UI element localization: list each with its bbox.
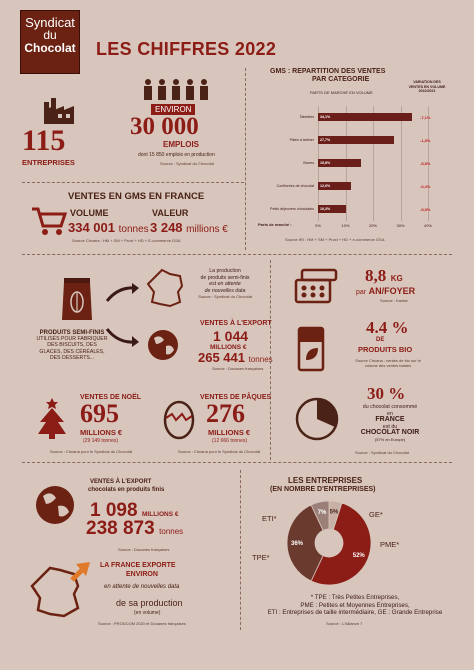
chart-area xyxy=(254,96,464,236)
chart-category-label: Barres xyxy=(303,161,314,165)
noir-value: 30 % xyxy=(367,384,406,403)
chart-source: Source IRI : HM + SM + Proxi + HD + e-commerce GSA xyxy=(285,237,385,242)
export2-unit: MILLIONS € xyxy=(142,511,179,518)
chart-variation-label: -0,4% xyxy=(420,184,431,189)
chart-tick-label: 30% xyxy=(396,223,405,228)
arrow-icon xyxy=(104,282,140,304)
export-unit: MILLIONS € xyxy=(210,344,247,351)
chart-value-label: 10,3% xyxy=(320,207,331,211)
pie-label-eti: ETI* xyxy=(262,514,277,523)
chart-category-label: Pâtes à tartiner xyxy=(289,138,314,142)
emplois-label: EMPLOIS xyxy=(163,140,200,149)
ventes-gms-title: VENTES EN GMS EN FRANCE xyxy=(68,191,205,202)
chart-value-label: 12,0% xyxy=(320,184,331,188)
christmas-tree-icon xyxy=(34,396,70,440)
conso-value: 8,8 xyxy=(365,266,387,285)
export2-t1: VENTES À L'EXPORT xyxy=(90,479,152,485)
entreprises-pie-title1: LES ENTREPRISES xyxy=(288,476,363,485)
workers-icon xyxy=(140,78,212,102)
cart-icon xyxy=(30,206,68,236)
emplois-detail: dont 15 850 emplois en production xyxy=(138,152,215,158)
france-exporte-l2: de sa production xyxy=(116,598,183,608)
pie-label-tpe: TPE* xyxy=(252,553,270,562)
semi-finis-l2: DES BISCUITS, DES xyxy=(47,342,97,349)
production-line1: La production xyxy=(209,268,241,274)
legend-line3: ETI : Entreprises de taille intermédiaire, GE : Grande Entreprise xyxy=(267,609,443,616)
production-text xyxy=(190,268,260,301)
bio-source: Source Circana : ventes de bio sur le volume des ventes totales xyxy=(355,358,421,368)
chart-tick-label: 20% xyxy=(368,223,377,228)
export2-tonnes-unit: tonnes xyxy=(159,527,184,536)
ventes-gms-vol-label: VOLUME xyxy=(70,208,109,218)
ventes-gms-vol-value: 334 001 xyxy=(68,220,115,235)
chart-gridline xyxy=(401,106,402,221)
ventes-gms-vol-unit: tonnes xyxy=(118,224,149,235)
paques-unit: MILLIONS € xyxy=(208,428,251,437)
pie-label-pme: PME* xyxy=(380,540,400,549)
chart-category-label: Confiseries de chocolat xyxy=(276,184,314,188)
pie-value-label: 36% xyxy=(290,541,304,547)
paques-source: Source : Circana pour le Syndicat du Chocolat xyxy=(178,449,261,454)
noir-text xyxy=(340,404,440,443)
pie-chart-icon xyxy=(294,396,340,442)
ventes-gms-val-value: 3 248 xyxy=(150,220,183,235)
ventes-gms-vol xyxy=(68,220,149,235)
export2-source: Source : Douanes françaises xyxy=(118,547,170,552)
entreprises-pie-title2: (EN NOMBRE D'ENTREPRISES) xyxy=(270,486,376,493)
noel-title: VENTES DE NOËL xyxy=(80,394,142,401)
conso-par: par xyxy=(356,289,367,296)
chart-category-label: Tablettes xyxy=(299,115,314,119)
bio-label: PRODUITS BIO xyxy=(358,345,413,354)
export2-line2 xyxy=(86,518,183,540)
chart-value-label: 27,7% xyxy=(320,138,331,142)
chart-title-line1: GMS : REPARTITION DES VENTES xyxy=(270,68,386,75)
pie-label-ge: GE* xyxy=(369,510,383,519)
ventes-gms-val-unit: millions € xyxy=(186,224,228,235)
noel-tonnes: (29 149 tonnes) xyxy=(83,438,119,444)
paques-tonnes: (12 666 tonnes) xyxy=(212,438,248,444)
entreprises-pie-chart xyxy=(284,498,374,588)
france-exporte-source: Source : PRODCOM 2020 et Douanes françaises xyxy=(98,621,186,626)
france-exporte-l1: en attente de nouvelles data xyxy=(104,584,180,590)
paques-title: VENTES DE PÂQUES xyxy=(200,394,272,401)
entreprises-number: 115 xyxy=(22,124,66,157)
chart-axis-label: Parts de marché : xyxy=(258,222,292,227)
export-tonnes xyxy=(198,350,273,365)
factory-icon xyxy=(40,96,82,124)
chart-variation-label: -1,8% xyxy=(420,138,431,143)
production-line3: est en attente xyxy=(209,281,241,287)
conso-source: Source : Kantar xyxy=(380,298,408,303)
conso-line xyxy=(356,286,415,296)
logo-line1: Syndicat xyxy=(25,15,75,30)
easter-egg-icon xyxy=(162,398,196,440)
noir-source: Source : Syndicat du Chocolat xyxy=(355,450,409,455)
semi-finis-title: PRODUITS SEMI-FINIS xyxy=(39,330,105,336)
noir-l5: CHOCOLAT NOIR xyxy=(360,429,420,436)
logo xyxy=(20,10,80,74)
export-tonnes-value: 265 441 xyxy=(198,350,245,365)
chocolate-box-icon xyxy=(294,268,338,304)
pie-value-label: 7% xyxy=(317,509,327,516)
export-title: VENTES À L'EXPORT xyxy=(200,320,272,327)
semi-finis xyxy=(28,330,116,361)
noel-unit: MILLIONS € xyxy=(80,428,123,437)
ventes-gms-source: Source Circana : HM + SM + Proxi + HD + E-commerce GSA xyxy=(72,238,181,243)
entreprises-legend xyxy=(250,594,460,617)
ventes-gms-val-label: VALEUR xyxy=(152,208,189,218)
chart-tick-label: 0% xyxy=(315,223,321,228)
chart-tick-label: 10% xyxy=(341,223,350,228)
noel-value: 695 xyxy=(80,399,119,428)
paques-value: 276 xyxy=(206,399,245,428)
emplois-number: 30 000 xyxy=(130,113,199,140)
production-line4: de nouvelles data xyxy=(204,287,246,294)
chart-bar xyxy=(318,113,412,121)
france-exporte-l3: (en volume) xyxy=(134,610,161,616)
production-source: Source : Syndicat du Chocolat xyxy=(198,294,252,299)
entreprises-source: Source : L'Alliance 7 xyxy=(326,621,363,626)
noel-source: Source : Circana pour le Syndicat du Chocolat xyxy=(50,449,133,454)
noir-l2: en xyxy=(387,410,393,417)
export2-tonnes: 238 873 xyxy=(86,518,155,539)
noir-l1: du chocolat consommé xyxy=(362,404,418,410)
chart-variation-label: -5,8% xyxy=(420,207,431,212)
conso-unit: KG xyxy=(390,274,403,283)
emplois-source: Source : Syndicat du Chocolat xyxy=(160,161,214,166)
export-tonnes-unit: tonnes xyxy=(248,355,273,364)
chart-gridline xyxy=(373,106,374,221)
france-exporte-t2: ENVIRON xyxy=(126,571,158,578)
france-exporte-t1: LA FRANCE EXPORTE xyxy=(100,562,176,569)
chart-subtitle: PARTS DE MARCHÉ EN VOLUME xyxy=(310,90,373,95)
bio-value: 4.4 % xyxy=(366,318,409,337)
chart-value-label: 15,8% xyxy=(320,161,331,165)
emplois-environ: ENVIRON xyxy=(151,104,195,115)
bio-de: DE xyxy=(376,337,385,343)
noir-l4: est du xyxy=(382,423,398,430)
noir-l6: (57% en Europe) xyxy=(374,436,406,442)
france-export-map-icon xyxy=(30,560,96,624)
semi-finis-l1: UTILISÉS POUR FABRIQUER xyxy=(36,336,108,343)
ventes-gms-val xyxy=(150,220,228,235)
entreprises-label: ENTREPRISES xyxy=(22,158,75,167)
chocolate-bar-leaf-icon xyxy=(296,326,326,372)
chart-category-label: Petits déjeuners chocolatés xyxy=(270,207,314,211)
cocoa-bag-icon xyxy=(58,276,96,322)
pie-value-label: 5% xyxy=(329,509,339,516)
logo-line3: Chocolat xyxy=(24,41,76,55)
legend-line2: PME : Petites et Moyennes Entreprises, xyxy=(300,601,410,609)
export-source: Source : Douanes françaises xyxy=(212,366,264,371)
export-value: 1 044 xyxy=(213,328,249,344)
conso-label: AN/FOYER xyxy=(368,286,416,296)
conso xyxy=(365,266,403,286)
france-map-icon xyxy=(146,268,186,308)
semi-finis-l3: GLACES, DES CÉRÉALES, xyxy=(39,348,105,355)
production-line2: de produits semi-finis xyxy=(200,274,250,281)
chart-variation-label: -5,8% xyxy=(420,161,431,166)
export2-value: 1 098 xyxy=(90,500,138,521)
chart-title-line2: PAR CATEGORIE xyxy=(312,76,370,83)
globe-icon xyxy=(146,328,180,362)
semi-finis-l4: DES DESSERTS... xyxy=(49,354,95,361)
globe-icon xyxy=(34,484,76,526)
legend-line1: * TPE : Très Petites Entreprises, xyxy=(310,594,400,601)
noir-l3: FRANCE xyxy=(375,416,405,423)
chart-variation-label: -7,1% xyxy=(420,115,431,120)
export2-t2: chocolats en produits finis xyxy=(88,487,165,493)
page-title: LES CHIFFRES 2022 xyxy=(96,39,277,59)
chart-variation-head: VARIATION DES VENTES EN VOLUME 2022/2021 xyxy=(408,80,446,93)
pie-value-label: 52% xyxy=(352,552,365,559)
chart-tick-label: 40% xyxy=(423,223,432,228)
chart-value-label: 34,1% xyxy=(320,115,331,119)
logo-line2: du xyxy=(43,28,57,42)
